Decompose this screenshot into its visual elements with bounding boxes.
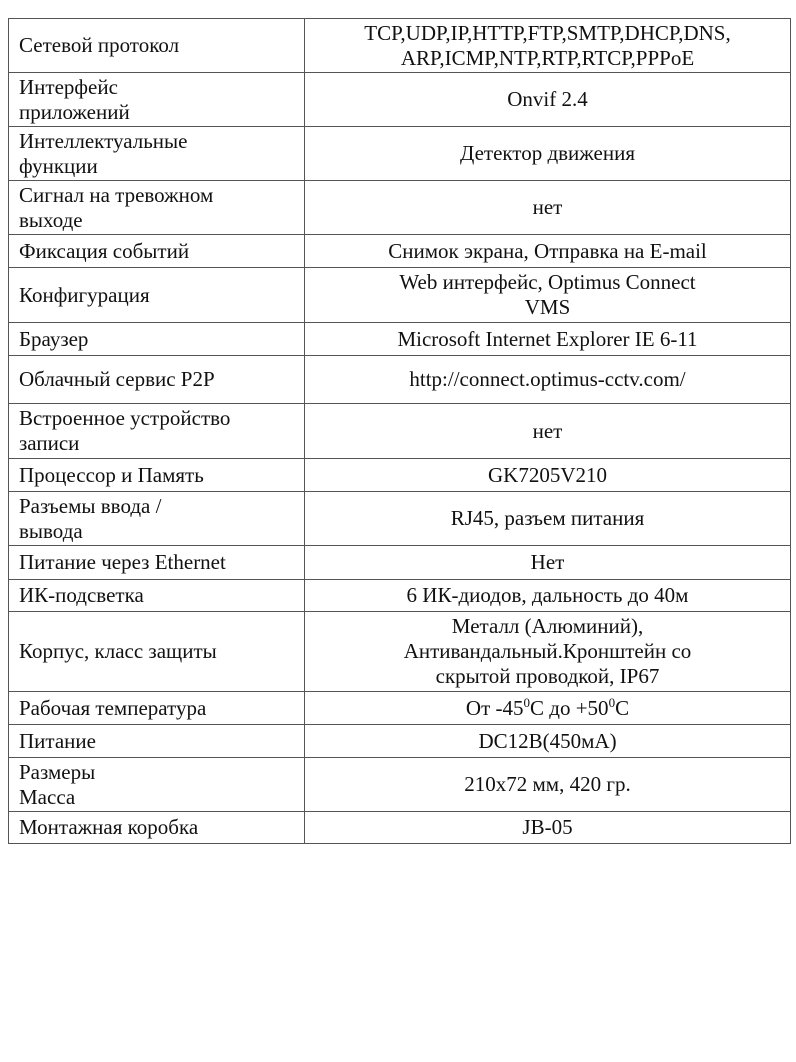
label-line: приложений xyxy=(19,99,130,124)
value-line: Металл (Алюминий), xyxy=(451,614,644,638)
table-row xyxy=(9,612,791,692)
row-label xyxy=(9,758,305,812)
label-line: Разъемы ввода / xyxy=(19,493,162,518)
row-value: нет xyxy=(305,181,791,235)
row-label: Питание xyxy=(9,725,305,758)
row-label: Монтажная коробка xyxy=(9,812,305,844)
label-line: Интерфейс xyxy=(19,74,118,99)
row-value: JB-05 xyxy=(305,812,791,844)
label-line: Встроенное устройство xyxy=(19,406,231,430)
row-value: DC12В(450мА) xyxy=(305,725,791,758)
value-line: Антивандальный.Кронштейн со xyxy=(403,639,692,663)
row-label xyxy=(9,404,305,459)
value-line: TCP,UDP,IP,HTTP,FTP,SMTP,DHCP,DNS, xyxy=(364,20,731,45)
row-label: Облачный сервис P2P xyxy=(9,356,305,404)
row-value: http://connect.optimus-cctv.com/ xyxy=(305,356,791,404)
label-line: Масса xyxy=(19,784,76,809)
degree-sup: 0 xyxy=(608,694,616,710)
table-row xyxy=(9,235,791,268)
row-label: ИК-подсветка xyxy=(9,580,305,612)
table-row xyxy=(9,73,791,127)
label-line: Интеллектуальные xyxy=(19,128,188,153)
value-line: ARP,ICMP,NTP,RTP,RTCP,PPPoE xyxy=(400,45,695,70)
row-value xyxy=(305,692,791,725)
table-row xyxy=(9,404,791,459)
row-value: RJ45, разъем питания xyxy=(305,492,791,546)
degree-sup: 0 xyxy=(523,694,531,710)
row-value: Детектор движения xyxy=(305,127,791,181)
table-row xyxy=(9,181,791,235)
table-row xyxy=(9,546,791,580)
row-label: Питание через Ethernet xyxy=(9,546,305,580)
temp-unit-text: C xyxy=(615,695,630,720)
row-label xyxy=(9,181,305,235)
value-line: VMS xyxy=(524,295,571,319)
label-line: выходе xyxy=(19,207,83,232)
table-row xyxy=(9,725,791,758)
table-row xyxy=(9,356,791,404)
row-value xyxy=(305,612,791,692)
table-row xyxy=(9,459,791,492)
label-line: Размеры xyxy=(19,759,96,784)
row-value xyxy=(305,268,791,323)
row-value: Onvif 2.4 xyxy=(305,73,791,127)
value-line: скрытой проводкой, IP67 xyxy=(435,664,660,688)
table-row xyxy=(9,268,791,323)
row-value: Нет xyxy=(305,546,791,580)
row-label: Корпус, класс защиты xyxy=(9,612,305,692)
table-row xyxy=(9,323,791,356)
row-label: Сетевой протокол xyxy=(9,19,305,73)
row-label: Рабочая температура xyxy=(9,692,305,725)
row-label: Конфигурация xyxy=(9,268,305,323)
row-value: 6 ИК-диодов, дальность до 40м xyxy=(305,580,791,612)
row-label xyxy=(9,492,305,546)
value-line: Web интерфейс, Optimus Connect xyxy=(399,270,696,294)
label-line: вывода xyxy=(19,518,83,543)
row-label xyxy=(9,127,305,181)
row-value: 210х72 мм, 420 гр. xyxy=(305,758,791,812)
row-value: Снимок экрана, Отправка на E-mail xyxy=(305,235,791,268)
table-row xyxy=(9,19,791,73)
row-value: GK7205V210 xyxy=(305,459,791,492)
table-row xyxy=(9,127,791,181)
temp-min-text: От -45 xyxy=(465,695,524,720)
row-value: нет xyxy=(305,404,791,459)
table-row xyxy=(9,812,791,844)
table-row xyxy=(9,692,791,725)
table-row xyxy=(9,492,791,546)
table-row xyxy=(9,758,791,812)
label-line: записи xyxy=(19,431,80,455)
row-value xyxy=(305,19,791,73)
row-label xyxy=(9,73,305,127)
table-row xyxy=(9,580,791,612)
label-line: Сигнал на тревожном xyxy=(19,182,214,207)
temp-max-text: C до +50 xyxy=(530,695,609,720)
row-label: Браузер xyxy=(9,323,305,356)
label-line: функции xyxy=(19,153,98,178)
row-value: Microsoft Internet Explorer IE 6-11 xyxy=(305,323,791,356)
spec-table xyxy=(8,18,791,844)
row-label: Процессор и Память xyxy=(9,459,305,492)
row-label: Фиксация событий xyxy=(9,235,305,268)
